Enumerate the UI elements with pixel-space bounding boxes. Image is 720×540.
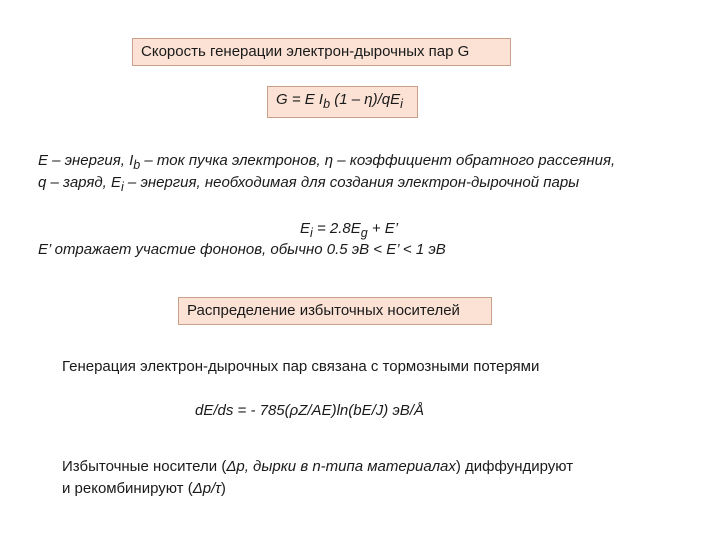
excess-post: ) диффундируют [455, 458, 574, 475]
desc1-tail: – ток пучка электронов, η – коэффициент обратного рассеяния, [140, 152, 616, 169]
generation-rate-title-text: Скорость генерации электрон-дырочных пар G [141, 43, 470, 60]
generation-rate-title [132, 38, 511, 66]
recomb-pre: и рекомбинируют ( [62, 480, 193, 497]
phonon-note: E’ отражает участие фононов, обычно 0.5 эВ < E’ < 1 эВ [38, 241, 446, 258]
recomb-italic: Δp/τ [192, 480, 221, 497]
formula1-tail: (1 – η)/qE [330, 91, 401, 108]
description-line-2 [38, 172, 579, 198]
formula2-part: E [300, 220, 311, 237]
formula1-part: G = E I [276, 91, 324, 108]
excess-italic: Δp, дырки в n-типа материалах [226, 458, 456, 475]
formula1-sub: b [323, 97, 331, 111]
formula2-tail: + E’ [367, 220, 399, 237]
carrier-distribution-title [178, 297, 492, 325]
desc2-part: q – заряд, E [38, 174, 121, 191]
recombination-line [62, 478, 226, 500]
desc2-sub: i [120, 180, 124, 194]
excess-pre: Избыточные носители ( [62, 458, 227, 475]
generation-rate-formula [267, 86, 418, 118]
desc1-sub: b [133, 158, 141, 172]
desc1-part: E – энергия, I [38, 152, 134, 169]
formula2-sub2: g [360, 226, 368, 240]
recomb-post: ) [220, 480, 226, 497]
excess-carriers-line [62, 456, 573, 478]
formula2-sub: i [310, 226, 313, 240]
generation-text: Генерация электрон-дырочных пар связана с тормозными потерями [62, 358, 540, 375]
formula1-sub2: i [400, 97, 403, 111]
formula2-mid: = 2.8E [312, 220, 361, 237]
energy-loss-formula: dE/ds = - 785(ρZ/AE)ln(bE/J) эВ/Å [195, 402, 424, 419]
desc2-tail: – энергия, необходимая для создания электрон-дырочной пары [123, 174, 580, 191]
carrier-distribution-title-text: Распределение избыточных носителей [187, 302, 460, 319]
